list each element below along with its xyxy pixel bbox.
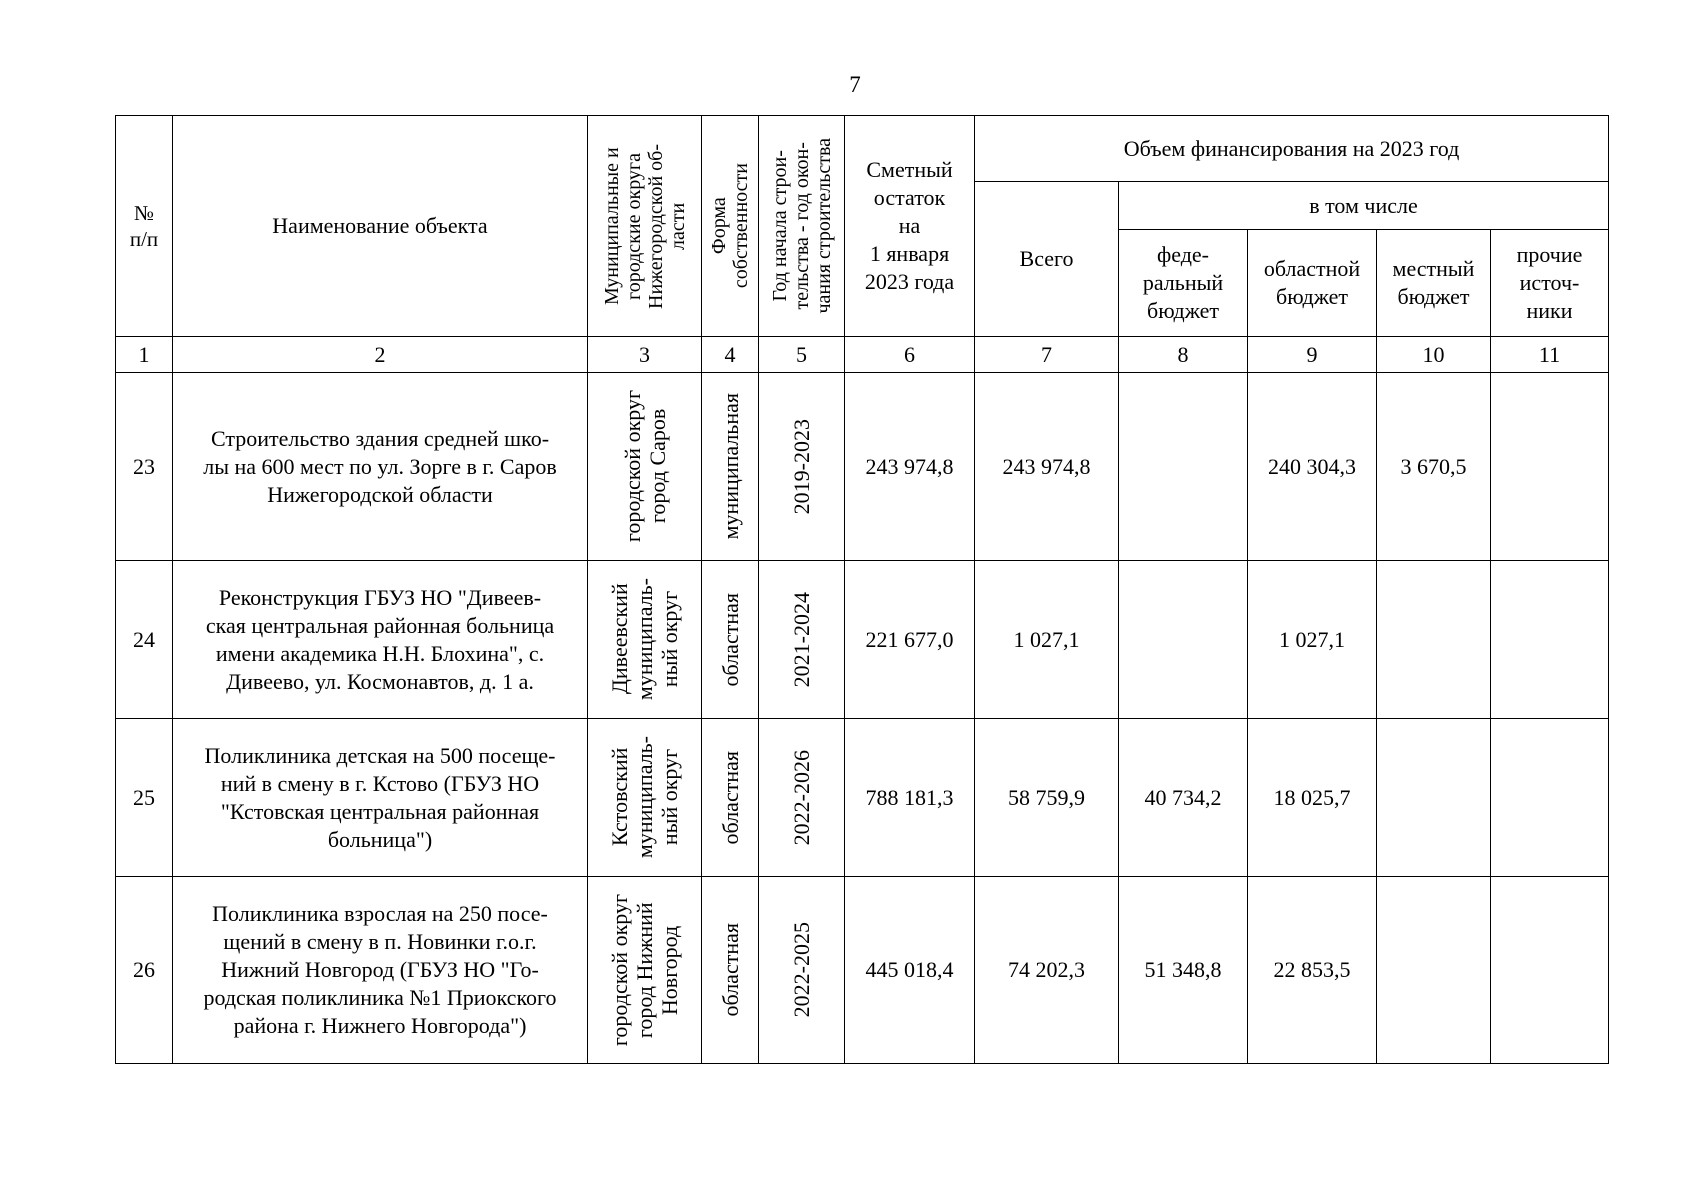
local-cell [1377,719,1491,877]
ownership-cell: областная [702,877,759,1064]
regional-cell: 1 027,1 [1248,561,1377,719]
object-name: Поликлиника детская на 500 посеще- ний в смену в г. Кстово (ГБУЗ НО "Кстовская центральная районная больница") [173,719,588,877]
municipality-cell: Дивеевский муниципаль- ный округ [588,561,702,719]
municipality-cell: Кстовский муниципаль- ный округ [588,719,702,877]
header-other: прочие источ- ники [1491,230,1609,337]
header-years: Год начала строи- тельства - год окон- чания строительства [759,116,845,337]
header-local: местный бюджет [1377,230,1491,337]
total-cell: 1 027,1 [975,561,1119,719]
header-ownership: Форма собственности [702,116,759,337]
header-regional: областной бюджет [1248,230,1377,337]
header-financing: Объем финансирования на 2023 год [975,116,1609,182]
local-cell [1377,561,1491,719]
estimate-cell: 221 677,0 [845,561,975,719]
ownership-cell: областная [702,719,759,877]
total-cell: 74 202,3 [975,877,1119,1064]
page-number: 7 [849,72,861,97]
years-cell: 2022-2026 [759,719,845,877]
estimate-cell: 445 018,4 [845,877,975,1064]
column-number: 10 [1377,337,1491,373]
total-cell: 243 974,8 [975,373,1119,561]
table-row [116,877,1609,1064]
object-name: Поликлиника взрослая на 250 посе- щений в смену в п. Новинки г.о.г. Нижний Новгород (ГБУЗ НО "Го- родская поликлиника №1 Приокского района г. Нижнего Новгорода") [173,877,588,1064]
other-cell [1491,373,1609,561]
column-number: 2 [173,337,588,373]
table-row [116,719,1609,877]
row-num: 23 [116,373,173,561]
federal-cell: 51 348,8 [1119,877,1248,1064]
column-number: 5 [759,337,845,373]
federal-cell: 40 734,2 [1119,719,1248,877]
ownership-cell: муниципальная [702,373,759,561]
row-num: 25 [116,719,173,877]
header-total: Всего [975,182,1119,337]
column-number: 3 [588,337,702,373]
column-number: 6 [845,337,975,373]
years-cell: 2021-2024 [759,561,845,719]
object-name: Реконструкция ГБУЗ НО "Дивеев- ская центральная районная больница имени академика Н.Н. Блохина", с. Дивеево, ул. Космонавтов, д. 1 а. [173,561,588,719]
table-header [116,116,1609,373]
years-cell: 2022-2025 [759,877,845,1064]
column-number: 4 [702,337,759,373]
local-cell [1377,877,1491,1064]
regional-cell: 240 304,3 [1248,373,1377,561]
table-row [116,561,1609,719]
other-cell [1491,877,1609,1064]
federal-cell [1119,561,1248,719]
column-number: 11 [1491,337,1609,373]
column-number: 1 [116,337,173,373]
municipality-cell: городской округ город Нижний Новгород [588,877,702,1064]
municipality-cell: городской округ город Саров [588,373,702,561]
local-cell: 3 670,5 [1377,373,1491,561]
estimate-cell: 788 181,3 [845,719,975,877]
row-num: 26 [116,877,173,1064]
other-cell [1491,561,1609,719]
column-number: 8 [1119,337,1248,373]
column-number: 7 [975,337,1119,373]
row-num: 24 [116,561,173,719]
other-cell [1491,719,1609,877]
federal-cell [1119,373,1248,561]
header-num: № п/п [116,116,173,337]
regional-cell: 22 853,5 [1248,877,1377,1064]
header-name: Наименование объекта [173,116,588,337]
table-row [116,373,1609,561]
table-body [116,373,1609,1064]
financing-table [115,115,1609,1064]
header-federal: феде- ральный бюджет [1119,230,1248,337]
header-municipality: Муниципальные и городские округа Нижегородской об- ласти [588,116,702,337]
column-number-row [116,337,1609,373]
total-cell: 58 759,9 [975,719,1119,877]
header-including: в том числе [1119,182,1609,230]
ownership-cell: областная [702,561,759,719]
object-name: Строительство здания средней шко- лы на 600 мест по ул. Зорге в г. Саров Нижегородской области [173,373,588,561]
column-number: 9 [1248,337,1377,373]
years-cell: 2019-2023 [759,373,845,561]
header-estimate: Сметный остаток на 1 января 2023 года [845,116,975,337]
estimate-cell: 243 974,8 [845,373,975,561]
regional-cell: 18 025,7 [1248,719,1377,877]
